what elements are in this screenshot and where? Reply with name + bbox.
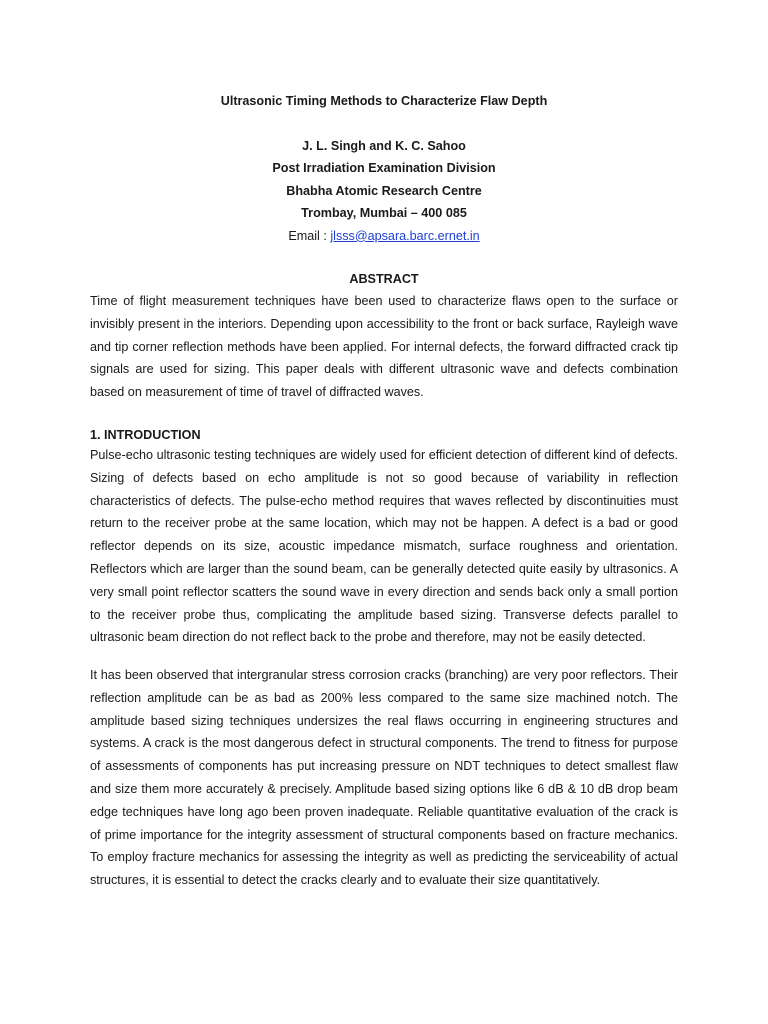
author-names: J. L. Singh and K. C. Sahoo <box>302 139 466 153</box>
affiliation-division: Post Irradiation Examination Division <box>272 161 496 176</box>
section-heading-introduction: 1. INTRODUCTION <box>90 428 201 442</box>
introduction-paragraph-2: It has been observed that intergranular stress corrosion cracks (branching) are very poor reflectors. Their reflection amplitude can be as bad as 200% less compared to the same size machined notch. The amplitude based sizing techniques undersizes the real flaws occurring in engineering structures and systems. A crack is the most dangerous defect in structural components. The trend to fitness for purpose of assessments of components has put increasing pressure on NDT techniques to detect smallest flaw and size them more accurately & precisely. Amplitude based sizing options like 6 dB & 10 dB drop beam edge techniques have long ago been proven inadequate. Reliable quantitative evaluation of the crack is of prime importance for the integrity assessment of structural components based on fracture mechanics. To employ fracture mechanics for assessing the integrity as well as predicting the serviceability of actual structures, it is essential to detect the cracks clearly and to evaluate their size quantitatively. <box>90 668 678 888</box>
email-line <box>0 225 768 247</box>
abstract-heading: ABSTRACT <box>349 272 419 286</box>
email-link[interactable]: jlsss@apsara.barc.ernet.in <box>330 228 480 243</box>
introduction-paragraph-1: Pulse-echo ultrasonic testing techniques are widely used for efficient detection of different kind of defects. Sizing of defects based on echo amplitude is not so good because of variability in reflection characteristics of defects. The pulse-echo method requires that waves reflected by discontinuities must return to the receiver probe at the same location, which may not be happen. A defect is a bad or good reflector depends on its size, acoustic impedance mismatch, surface roughness and orientation. Reflectors which are larger than the sound beam, can be generally detected quite easily by ultrasonics. A very small point reflector scatters the sound wave in every direction and sends back only a small portion to the receiver probe thus, complicating the amplitude based sizing. Transverse defects parallel to ultrasonic beam direction do not reflect back to the probe and therefore, may not be easily detected. <box>90 448 678 645</box>
email-label: Email : <box>288 228 331 243</box>
affiliation-location: Trombay, Mumbai – 400 085 <box>301 206 467 221</box>
paper-title: Ultrasonic Timing Methods to Characterize Flaw Depth <box>220 94 548 108</box>
abstract-paragraph: Time of flight measurement techniques have been used to characterize flaws open to the surface or invisibly present in the interiors. Depending upon accessibility to the front or back surface, Rayleigh wave and tip corner reflection methods have been applied. For internal defects, the forward diffracted crack tip signals are used for sizing. This paper deals with different ultrasonic wave and defects combination based on measurement of time of travel of diffracted waves. <box>90 294 678 400</box>
author-block <box>0 135 768 247</box>
affiliation-institute: Bhabha Atomic Research Centre <box>286 183 482 198</box>
